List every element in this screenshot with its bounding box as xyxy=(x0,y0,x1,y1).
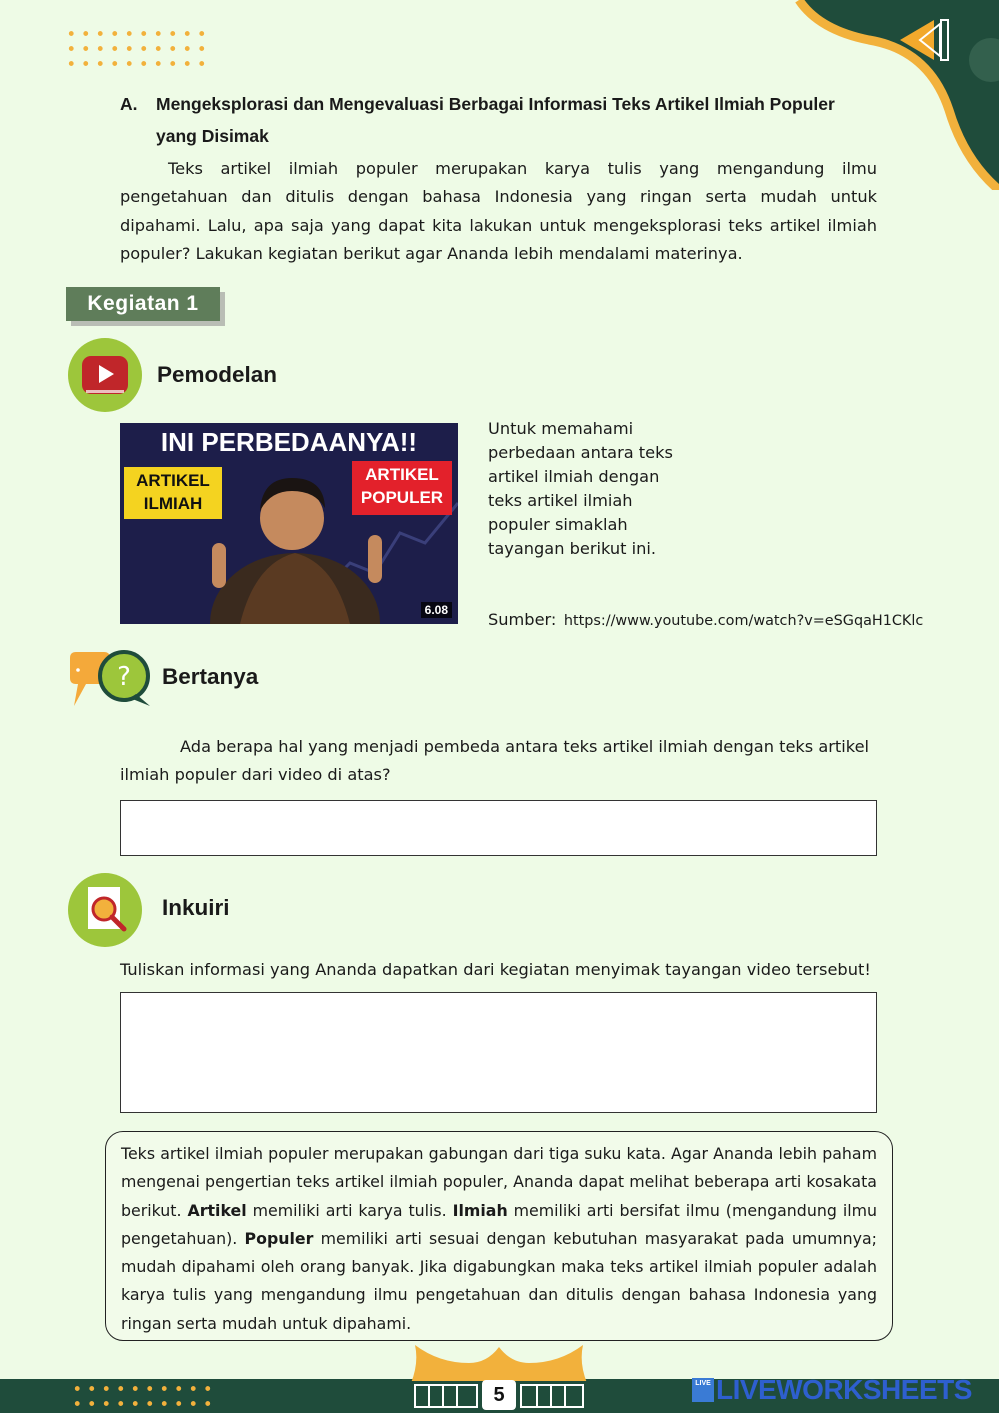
term-populer: Populer xyxy=(244,1228,314,1248)
liveworksheets-brand: LIVEWORKSHEETS xyxy=(716,1374,972,1405)
question-bubble-icon xyxy=(66,648,156,710)
inkuiri-title: Inkuiri xyxy=(162,895,230,920)
info-part-3: memiliki arti bersifat ilmu (mengandung ilmu pengetahuan). xyxy=(121,1200,878,1248)
source-url-link[interactable]: https://www.youtube.com/watch?v=eSGqaH1CKlc xyxy=(563,613,924,629)
vocabulary-info-text xyxy=(121,1140,877,1338)
source-line xyxy=(488,610,923,630)
decorative-dots-top xyxy=(64,26,210,72)
section-letter: A. xyxy=(120,94,138,114)
liveworksheets-badge: LIVE xyxy=(692,1378,714,1402)
kegiatan-label: Kegiatan 1 xyxy=(66,287,220,321)
svg-text:?: ? xyxy=(117,662,131,692)
inkuiri-icon-circle xyxy=(68,873,142,947)
liveworksheets-logo[interactable] xyxy=(692,1374,972,1406)
section-heading xyxy=(120,88,880,152)
term-ilmiah: Ilmiah xyxy=(452,1200,508,1220)
youtube-play-icon xyxy=(68,338,142,412)
decorative-dots-footer xyxy=(70,1381,216,1411)
video-headline: INI PERBEDAANYA!! xyxy=(160,427,418,457)
inkuiri-instruction: Tuliskan informasi yang Ananda dapatkan dari kegiatan menyimak tayangan video tersebut! xyxy=(120,960,871,979)
video-icon-circle xyxy=(68,338,142,412)
video-thumbnail[interactable] xyxy=(120,423,458,624)
bertanya-title: Bertanya xyxy=(162,664,259,689)
source-label: Sumber: xyxy=(488,610,557,629)
intro-paragraph: Teks artikel ilmiah populer merupakan karya tulis yang mengandung ilmu pengetahuan dan ditulis dengan bahasa Indonesia yang ringan serta mudah untuk dipahami. Lalu, apa saja yang dapat kita lakukan untuk mengeksplorasi teks artikel ilmiah populer? Lakukan kegiatan berikut agar Ananda lebih mendalami materinya. xyxy=(120,159,877,263)
vocabulary-info-box xyxy=(105,1131,893,1341)
bertanya-question: Ada berapa hal yang menjadi pembeda antara teks artikel ilmiah dengan teks artikel ilmiah populer dari video di atas? xyxy=(120,737,870,785)
video-right-tag: ARTIKEL POPULER xyxy=(352,461,452,515)
back-arrow-icon[interactable] xyxy=(896,16,958,64)
inkuiri-answer-field[interactable] xyxy=(120,992,877,1113)
magnifier-document-icon xyxy=(68,873,142,947)
pemodelan-description: Untuk memahami perbedaan antara teks artikel ilmiah dengan teks artikel ilmiah populer simaklah tayangan berikut ini. xyxy=(488,419,673,558)
term-artikel: Artikel xyxy=(187,1200,247,1220)
page-number: 5 xyxy=(482,1380,516,1410)
pemodelan-title: Pemodelan xyxy=(157,362,278,387)
section-title: Mengeksplorasi dan Mengevaluasi Berbagai Informasi Teks Artikel Ilmiah Populer yang Disimak xyxy=(156,94,835,146)
video-duration: 6.08 xyxy=(421,602,452,618)
info-part-4: memiliki arti sesuai dengan kebutuhan masyarakat pada umumnya; mudah dipahami oleh orang banyak. Jika digabungkan maka teks artikel ilmiah populer adalah karya tulis yang mengandung ilmu pengetahuan dan ditulis dengan bahasa Indonesia yang ringan serta mudah untuk dipahami. xyxy=(121,1228,877,1333)
info-part-2: memiliki arti karya tulis. xyxy=(246,1200,453,1220)
info-part-1: Teks artikel ilmiah populer merupakan gabungan dari tiga suku kata. Agar Ananda lebih paham mengenai pengertian teks artikel ilmiah populer, Ananda dapat melihat beberapa arti kosakata berikut. xyxy=(121,1144,877,1220)
video-left-tag: ARTIKEL ILMIAH xyxy=(124,467,222,519)
bertanya-answer-field[interactable] xyxy=(120,800,877,856)
